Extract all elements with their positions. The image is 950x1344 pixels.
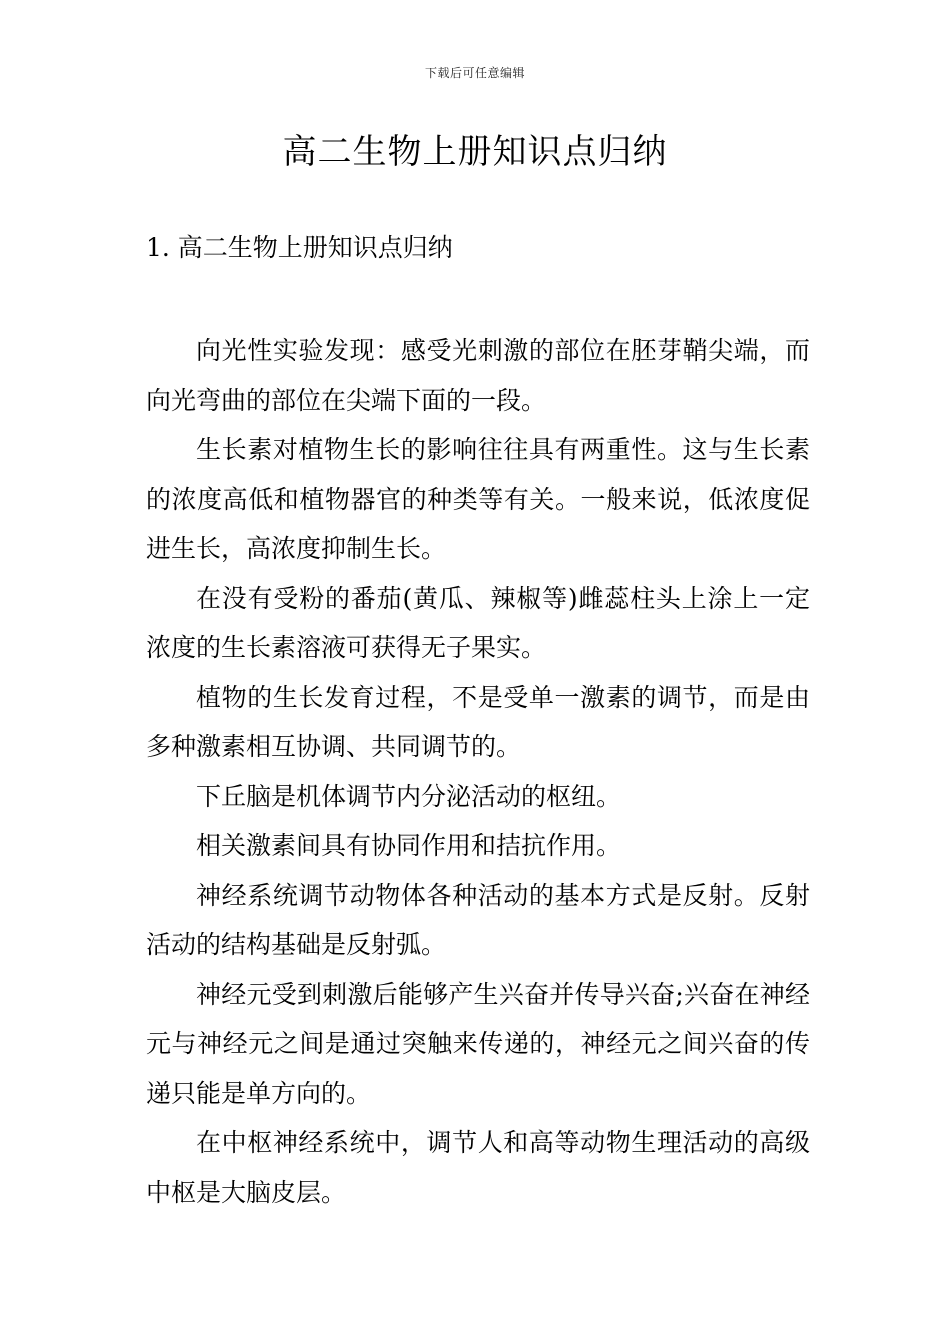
section-heading: 1. 高二生物上册知识点归纳 xyxy=(146,233,453,262)
paragraph: 下丘脑是机体调节内分泌活动的枢纽。 xyxy=(196,781,622,811)
header-note: 下载后可任意编辑 xyxy=(424,66,525,80)
paragraph: 向光性实验发现：感受光刺激的部位在胚芽鞘尖端，而向光弯曲的部位在尖端下面的一段。 xyxy=(146,336,810,415)
paragraph: 相关激素间具有协同作用和拮抗作用。 xyxy=(196,831,622,860)
paragraph: 神经元受到刺激后能够产生兴奋并传导兴奋;兴奋在神经元与神经元之间是通过突触来传递的，神经元之间兴奋的传递只能是单方向的。 xyxy=(146,979,810,1108)
paragraph: 在没有受粉的番茄(黄瓜、辣椒等)雌蕊柱头上涂上一定浓度的生长素溶液可获得无子果实。 xyxy=(146,583,810,662)
paragraph: 在中枢神经系统中，调节人和高等动物生理活动的高级中枢是大脑皮层。 xyxy=(146,1128,810,1207)
paragraph: 生长素对植物生长的影响往往具有两重性。这与生长素的浓度高低和植物器官的种类等有关。一般来说，低浓度促进生长，高浓度抑制生长。 xyxy=(146,435,810,563)
document-title: 高二生物上册知识点归纳 xyxy=(282,132,668,172)
paragraph: 植物的生长发育过程，不是受单一激素的调节，而是由多种激素相互协调、共同调节的。 xyxy=(146,682,810,761)
paragraph: 神经系统调节动物体各种活动的基本方式是反射。反射活动的结构基础是反射弧。 xyxy=(146,880,810,959)
document-body xyxy=(146,326,810,1217)
